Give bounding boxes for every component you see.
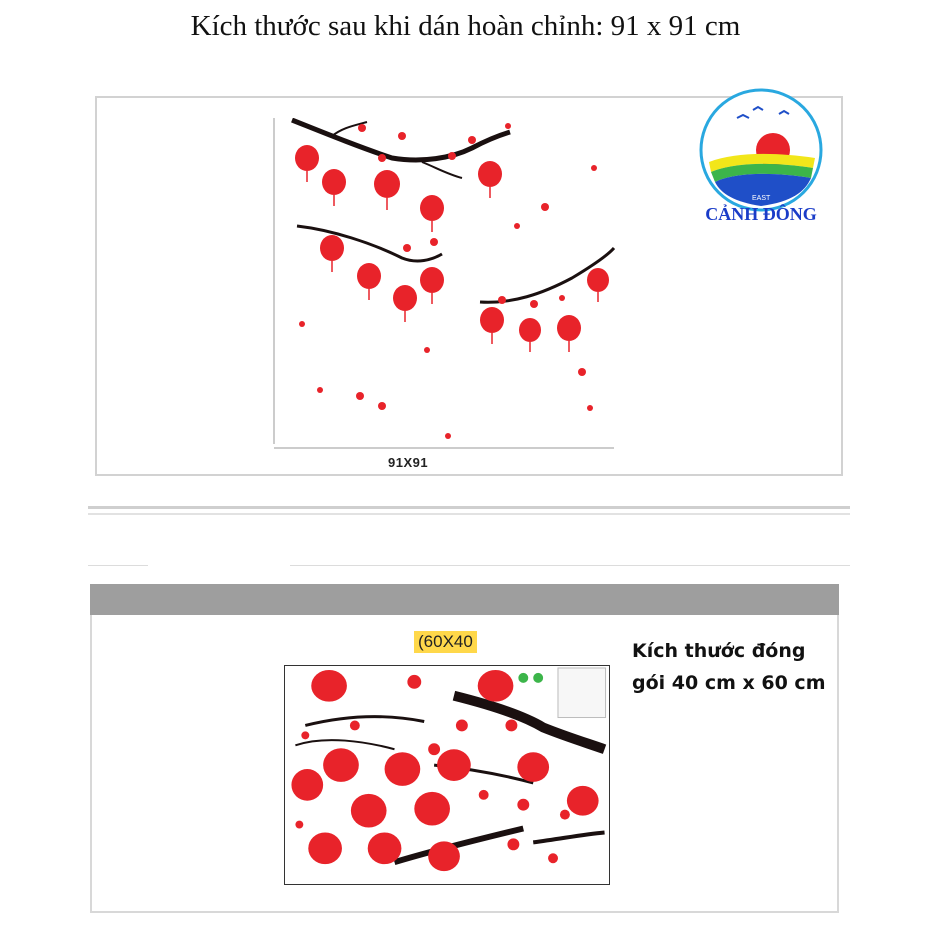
divider [88, 565, 148, 566]
package-size-text [632, 635, 842, 699]
package-size-tag: (60X40 [414, 631, 477, 653]
divider [290, 565, 850, 566]
brand-logo [695, 88, 827, 222]
brand-name: CẢNH ĐÔNG [705, 204, 817, 222]
section-header-bar [90, 584, 839, 615]
divider [88, 506, 850, 509]
brand-east-label: EAST [752, 195, 771, 202]
divider [88, 513, 850, 515]
finished-sticker-preview [272, 118, 616, 450]
sticker-sheet-image [284, 665, 610, 885]
package-size-line1: Kích thước đóng [632, 640, 806, 662]
package-size-line2: gói 40 cm x 60 cm [632, 672, 826, 694]
page-title: Kích thước sau khi dán hoàn chỉnh: 91 x 91 cm [190, 10, 741, 42]
finished-size-label: 91X91 [388, 455, 429, 470]
